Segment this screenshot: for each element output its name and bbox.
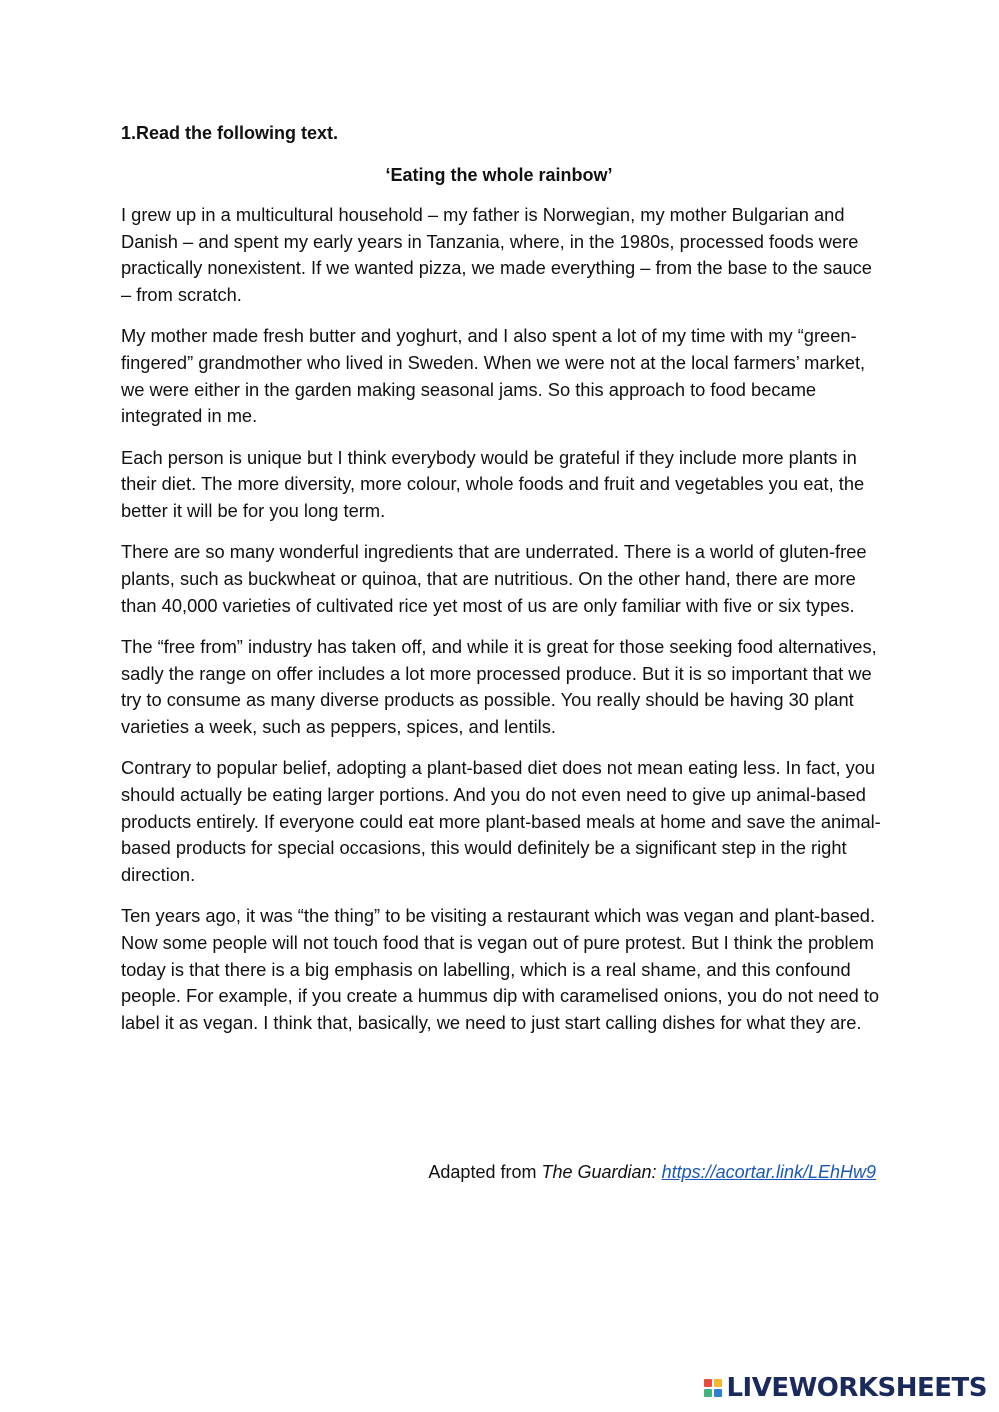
logo-square [704, 1379, 712, 1387]
logo-square [704, 1389, 712, 1397]
paragraph: My mother made fresh butter and yoghurt, and I also spent a lot of my time with my “green-fingered” grandmother who lived in Sweden. When we were not at the local farmers’ market, we were either in the garden making seasonal jams. So this approach to food became integrated in me. [121, 325, 866, 427]
source-publication: The Guardian: [541, 1162, 657, 1182]
liveworksheets-logo [704, 1372, 987, 1404]
logo-text: LIVEWORKSHEETS [726, 1373, 987, 1403]
source-link[interactable]: https://acortar.link/LEhHw9 [661, 1162, 876, 1182]
source-attribution [428, 1159, 876, 1185]
logo-mark-icon [704, 1379, 722, 1397]
paragraph: Each person is unique but I think everybody would be grateful if they include more plants in their diet. The more diversity, more colour, whole foods and fruit and vegetables you eat, the better it will be for you long term. [121, 446, 865, 522]
paragraph: Ten years ago, it was “the thing” to be visiting a restaurant which was vegan and plant-based. Now some people will not touch food that is vegan out of pure protest. But I think the problem today is that there is a big emphasis on labelling, which is a real shame, and this confound people. For example, if you create a hummus dip with caramelised onions, you do not need to label it as vegan. I think that, basically, we need to just start calling dishes for what they are. [121, 905, 880, 1033]
logo-square [714, 1389, 722, 1397]
article-body [121, 202, 881, 1051]
paragraph: I grew up in a multicultural household – my father is Norwegian, my mother Bulgarian and Danish – and spent my early years in Tanzania, where, in the 1980s, processed foods were practically nonexistent. If we wanted pizza, we made everything – from the base to the sauce – from scratch. [121, 204, 872, 306]
paragraph: There are so many wonderful ingredients that are underrated. There is a world of gluten-free plants, such as buckwheat or quinoa, that are nutritious. On the other hand, there are more than 40,000 varieties of cultivated rice yet most of us are only familiar with five or six types. [121, 541, 867, 616]
source-prefix: Adapted from [428, 1162, 542, 1182]
paragraph: Contrary to popular belief, adopting a plant-based diet does not mean eating less. In fact, you should actually be eating larger portions. And you do not even need to give up animal-based products entirely. If everyone could eat more plant-based meals at home and save the animal-based products for special occasions, this would definitely be a significant step in the right direction. [121, 757, 881, 885]
article-title: ‘Eating the whole rainbow’ [385, 165, 613, 185]
paragraph: The “free from” industry has taken off, and while it is great for those seeking food alternatives, sadly the range on offer includes a lot more processed produce. But it is so important that we try to consume as many diverse products as possible. You really should be having 30 plant varieties a week, such as peppers, spices, and lentils. [121, 635, 877, 737]
instruction-heading: 1.Read the following text. [121, 123, 339, 143]
logo-square [714, 1379, 722, 1387]
